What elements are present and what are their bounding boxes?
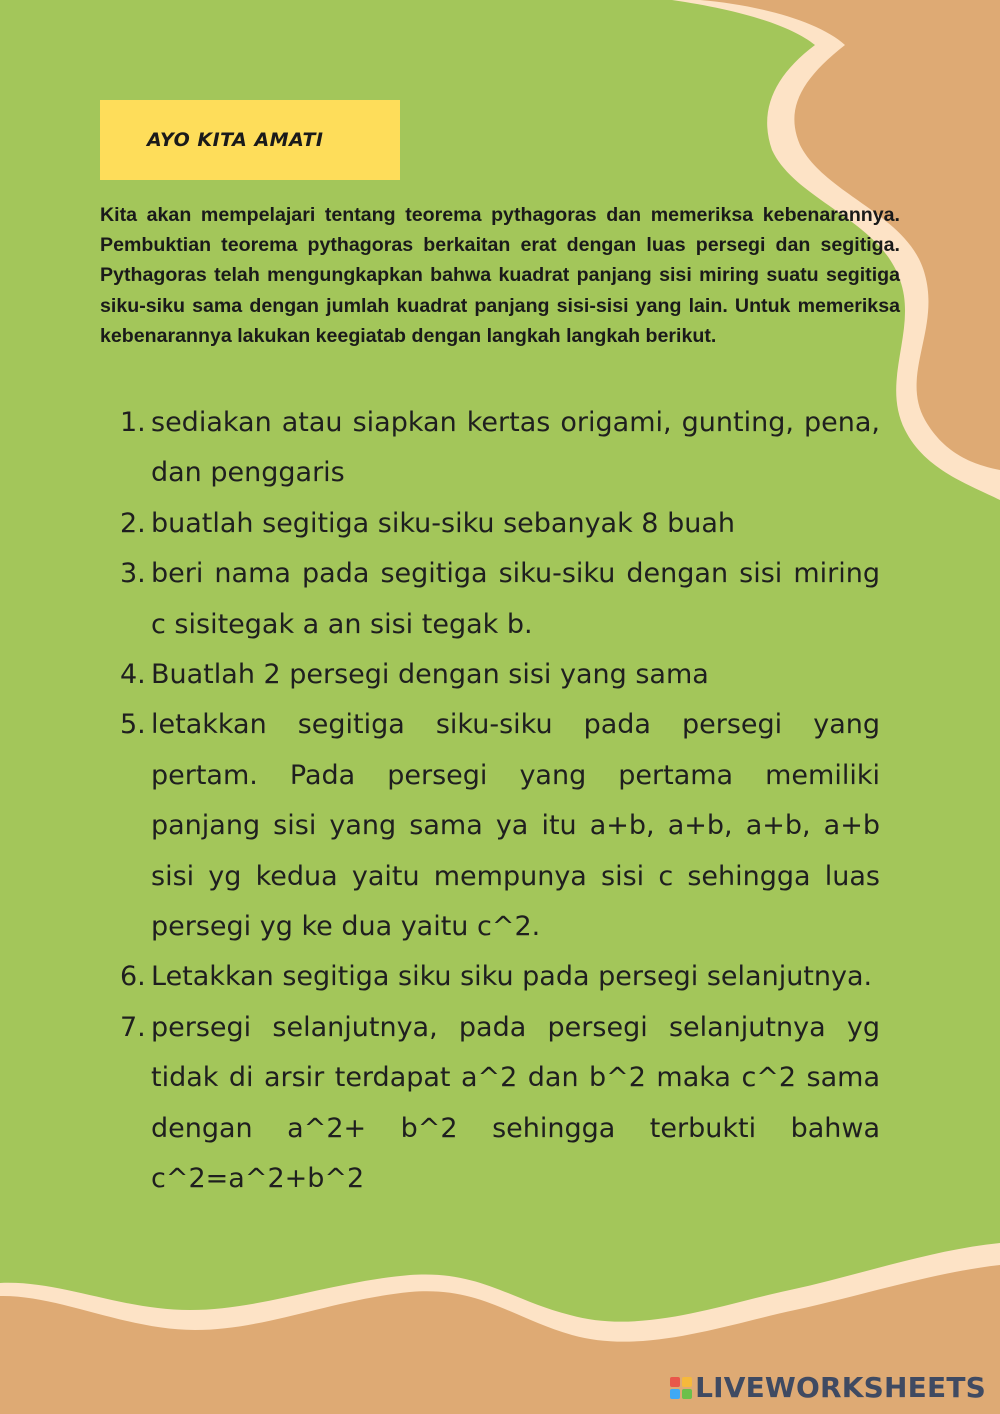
step-text: sediakan atau siapkan kertas origami, gunting, pena, dan penggaris [151, 407, 880, 489]
list-item [120, 700, 880, 952]
step-text: Letakkan segitiga siku siku pada persegi selanjutnya. [151, 961, 873, 993]
step-number: 5. [120, 709, 146, 741]
step-number: 3. [120, 558, 146, 590]
list-item [120, 499, 880, 549]
brand-name: LIVEWORKSHEETS [695, 1371, 986, 1404]
liveworksheets-logo-icon [670, 1377, 692, 1399]
step-text: buatlah segitiga siku-siku sebanyak 8 buah [151, 507, 735, 539]
step-text: Buatlah 2 persegi dengan sisi yang sama [151, 659, 709, 691]
intro-paragraph: Kita akan mempelajari tentang teorema pythagoras dan memeriksa kebenarannya. Pembuktian teorema pythagoras berkaitan erat dengan luas persegi dan segitiga. Pythagoras telah mengungkapkan bahwa kuadrat panjang sisi miring suatu segitiga siku-siku sama dengan jumlah kuadrat panjang sisi-sisi yang lain. Untuk memeriksa kebenarannya lakukan keegiatab dengan langkah langkah berikut. [100, 204, 900, 347]
list-item [120, 952, 880, 1002]
step-number: 1. [120, 407, 146, 438]
step-text: beri nama pada segitiga siku-siku dengan sisi miring c sisitegak a an sisi tegak b. [151, 558, 880, 640]
step-number: 4. [120, 659, 146, 691]
step-number: 6. [120, 961, 146, 993]
step-text: letakkan segitiga siku-siku pada persegi yang pertam. Pada persegi yang pertama memiliki panjang sisi yang sama ya itu a+b, a+b, a+b, a+b sisi yg kedua yaitu mempunya sisi c sehingga luas persegi yg ke dua yaitu c^2. [151, 709, 880, 943]
liveworksheets-brand[interactable] [670, 1371, 986, 1404]
step-number: 7. [120, 1011, 146, 1043]
list-item [120, 650, 880, 700]
steps-list [120, 398, 880, 1205]
list-item [120, 1003, 880, 1205]
list-item [120, 549, 880, 650]
section-title: AYO KITA AMATI [147, 129, 324, 151]
step-text: persegi selanjutnya, pada persegi selanjutnya yg tidak di arsir terdapat a^2 dan b^2 maka c^2 sama dengan a^2+ b^2 sehingga terbukti bahwa c^2=a^2+b^2 [151, 1011, 880, 1195]
section-title-box [100, 100, 400, 180]
step-number: 2. [120, 507, 146, 539]
list-item [120, 398, 880, 499]
